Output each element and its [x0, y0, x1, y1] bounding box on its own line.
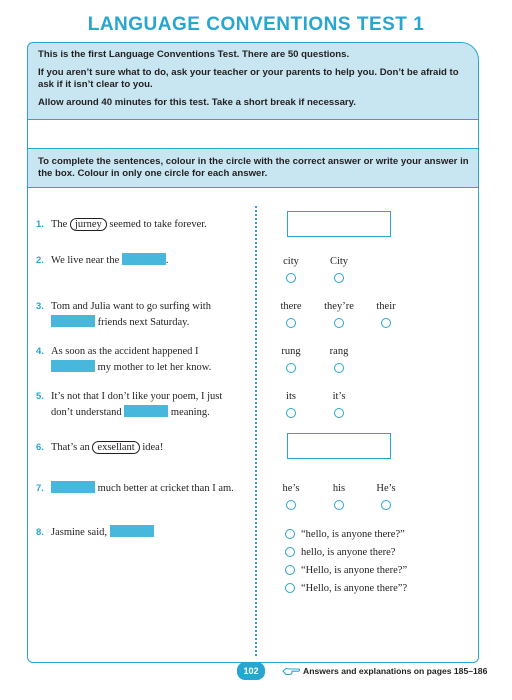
option-label: rang [329, 346, 349, 357]
option-q4-b[interactable] [315, 346, 363, 373]
pointing-hand-icon [282, 666, 300, 676]
option-q8-a[interactable] [285, 529, 405, 541]
answer-bubble[interactable] [334, 500, 344, 510]
option-label: he’s [282, 483, 300, 494]
answer-bubble[interactable] [334, 408, 344, 418]
option-q8-c[interactable] [285, 565, 407, 577]
question-text: We live near the [51, 255, 120, 266]
answer-blank [51, 315, 95, 327]
option-q7-b[interactable] [315, 483, 363, 510]
answer-blank [122, 253, 166, 265]
question-text: meaning. [170, 407, 210, 418]
question-number: 3. [36, 301, 44, 312]
intro-line-3: Allow around 40 minutes for this test. Take a short break if necessary. [38, 97, 356, 108]
answer-bubble[interactable] [285, 565, 295, 575]
option-label: “hello, is anyone there?” [301, 529, 405, 540]
intro-line-2: If you aren’t sure what to do, ask your teacher or your parents to help you. Don’t be afraid to ask if it isn’t clear to you. [38, 67, 459, 90]
question-4 [36, 344, 251, 376]
question-3 [36, 299, 251, 331]
option-label: City [329, 256, 349, 267]
answer-bubble[interactable] [286, 408, 296, 418]
answer-bubble[interactable] [285, 583, 295, 593]
option-label: its [286, 391, 296, 402]
option-label: rung [281, 346, 301, 357]
question-6 [36, 440, 251, 456]
option-label: there [280, 301, 302, 312]
blank-strip [27, 120, 479, 148]
answer-bubble[interactable] [286, 318, 296, 328]
option-q8-b[interactable] [285, 547, 395, 559]
question-number: 1. [36, 219, 44, 230]
intro-panel [27, 42, 479, 120]
answer-blank [124, 405, 168, 417]
question-number: 4. [36, 346, 44, 357]
option-label: “Hello, is anyone there?” [301, 565, 408, 576]
question-8 [36, 525, 251, 541]
answer-bubble[interactable] [285, 529, 295, 539]
question-text: It’s not that I don’t like your poem, I just [51, 391, 223, 402]
question-5 [36, 389, 251, 421]
question-text: The [51, 219, 68, 230]
page-number: 102 [237, 662, 265, 680]
option-label: their [376, 301, 396, 312]
option-label: He’s [376, 483, 396, 494]
column-divider [255, 206, 257, 656]
answer-bubble[interactable] [286, 273, 296, 283]
page-title: LANGUAGE CONVENTIONS TEST 1 [87, 14, 425, 35]
question-1 [36, 217, 251, 233]
circled-misspelled-word: jurney [70, 218, 107, 231]
question-text: much better at cricket than I am. [97, 483, 234, 494]
answer-box-q1[interactable] [287, 211, 391, 237]
option-q4-a[interactable] [267, 346, 315, 373]
option-q5-a[interactable] [267, 391, 315, 418]
question-text: don’t understand [51, 407, 122, 418]
answer-bubble[interactable] [334, 318, 344, 328]
question-text: seemed to take forever. [109, 219, 207, 230]
answer-bubble[interactable] [334, 273, 344, 283]
option-q8-d[interactable] [285, 583, 407, 595]
question-text: friends next Saturday. [97, 317, 190, 328]
option-label: city [283, 256, 299, 267]
instructions-panel [27, 148, 479, 188]
option-label: it’s [332, 391, 346, 402]
circled-misspelled-word: exsellant [92, 441, 139, 454]
question-number: 2. [36, 255, 44, 266]
option-label: hello, is anyone there? [301, 547, 396, 558]
option-q7-a[interactable] [267, 483, 315, 510]
option-q7-c[interactable] [362, 483, 410, 510]
question-text: That’s an [51, 442, 90, 453]
option-label: they’re [324, 301, 354, 312]
question-number: 7. [36, 483, 44, 494]
answer-bubble[interactable] [381, 500, 391, 510]
option-q3-c[interactable] [362, 301, 410, 328]
answers-reference-text: Answers and explanations on pages 185–186 [303, 666, 488, 676]
option-label: his [332, 483, 346, 494]
question-number: 8. [36, 527, 44, 538]
question-7 [36, 481, 251, 497]
answer-box-q6[interactable] [287, 433, 391, 459]
question-text: . [165, 255, 169, 266]
answers-reference [282, 666, 487, 676]
answer-bubble[interactable] [381, 318, 391, 328]
instructions-text: To complete the sentences, colour in the circle with the correct answer or write your answer in the box. Colour in only one circle for each answer. [38, 156, 469, 179]
answer-blank [110, 525, 154, 537]
question-number: 5. [36, 391, 44, 402]
question-number: 6. [36, 442, 44, 453]
answer-bubble[interactable] [285, 547, 295, 557]
option-q2-b[interactable] [315, 256, 363, 283]
option-q3-b[interactable] [315, 301, 363, 328]
question-text: Jasmine said, [51, 527, 107, 538]
answer-blank [51, 481, 95, 493]
question-text: idea! [142, 442, 164, 453]
question-text: Tom and Julia want to go surfing with [51, 301, 211, 312]
option-q3-a[interactable] [267, 301, 315, 328]
answer-blank [51, 360, 95, 372]
answer-bubble[interactable] [286, 363, 296, 373]
question-text: As soon as the accident happened I [51, 346, 199, 357]
question-2 [36, 253, 251, 269]
answer-bubble[interactable] [286, 500, 296, 510]
option-label: “Hello, is anyone there”? [301, 583, 408, 594]
answer-bubble[interactable] [334, 363, 344, 373]
option-q2-a[interactable] [267, 256, 315, 283]
intro-line-1: This is the first Language Conventions Test. There are 50 questions. [38, 49, 350, 60]
question-text: my mother to let her know. [97, 362, 212, 373]
option-q5-b[interactable] [315, 391, 363, 418]
